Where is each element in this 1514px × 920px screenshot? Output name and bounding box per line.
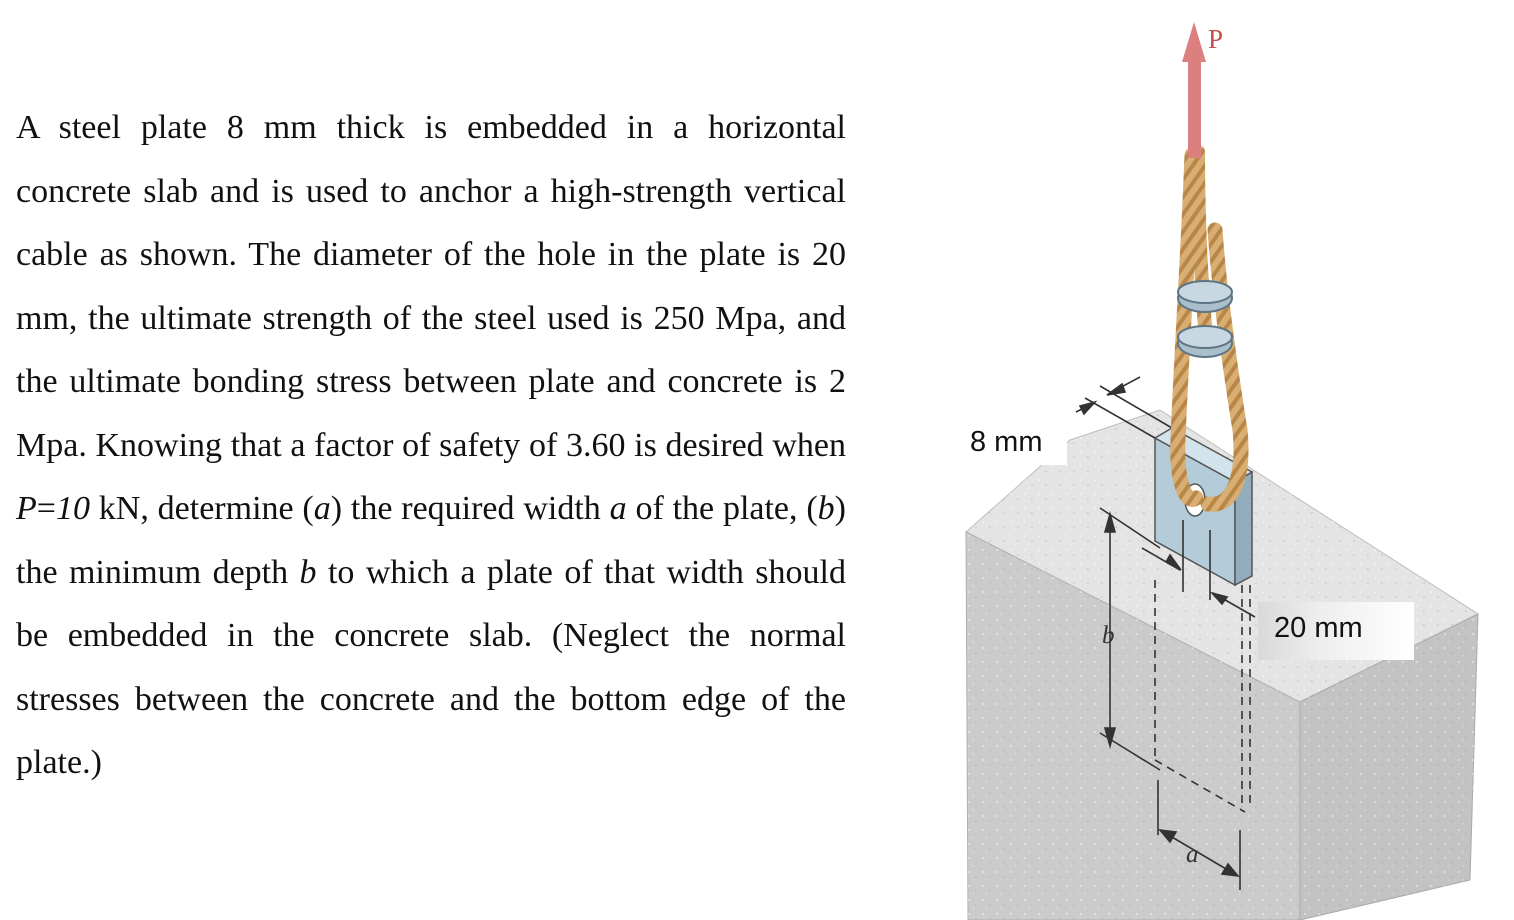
load-arrow-shaft xyxy=(1188,58,1201,158)
problem-text: ) the minimum depth xyxy=(16,490,846,591)
problem-text: of the plate, ( xyxy=(626,490,818,527)
depth-variable: b xyxy=(299,553,317,591)
load-label: P xyxy=(1208,24,1224,54)
load-symbol: P xyxy=(16,490,37,527)
load-arrow xyxy=(1182,22,1223,158)
load-value: 10 xyxy=(55,490,90,527)
width-variable: a xyxy=(609,490,627,527)
problem-text: A steel plate 8 mm thick is embedded in a horizontal concrete slab and is used to anchor a high-strength vertical cable as shown. The diameter of the hole in the plate is 20 mm, the ultimate strength of the steel used is 250 Mpa, and the ultimate bonding stress between plate and concrete is 2 Mpa. Knowing that a factor of safety of 3.60 is desired when xyxy=(16,109,846,464)
clamp-lower-top xyxy=(1178,326,1232,348)
problem-statement xyxy=(16,96,846,795)
problem-text: ) the required width xyxy=(330,490,610,527)
thickness-label: 8 mm xyxy=(968,424,1067,465)
problem-text: kN, determine ( xyxy=(89,490,314,527)
problem-text: to which a plate of that width should be embedded in the concrete slab. (Neglect the normal stresses between the concrete and the bottom edge of the plate.) xyxy=(16,553,846,781)
width-label: a xyxy=(1186,841,1199,868)
part-a-label: a xyxy=(313,490,331,527)
load-arrow-head xyxy=(1182,22,1206,62)
equals-sign: = xyxy=(36,490,56,527)
hole-diameter-label: 20 mm xyxy=(1258,602,1414,660)
part-b-label: b xyxy=(817,490,835,527)
clamp-upper-top xyxy=(1178,281,1232,303)
depth-label: b xyxy=(1102,622,1115,649)
